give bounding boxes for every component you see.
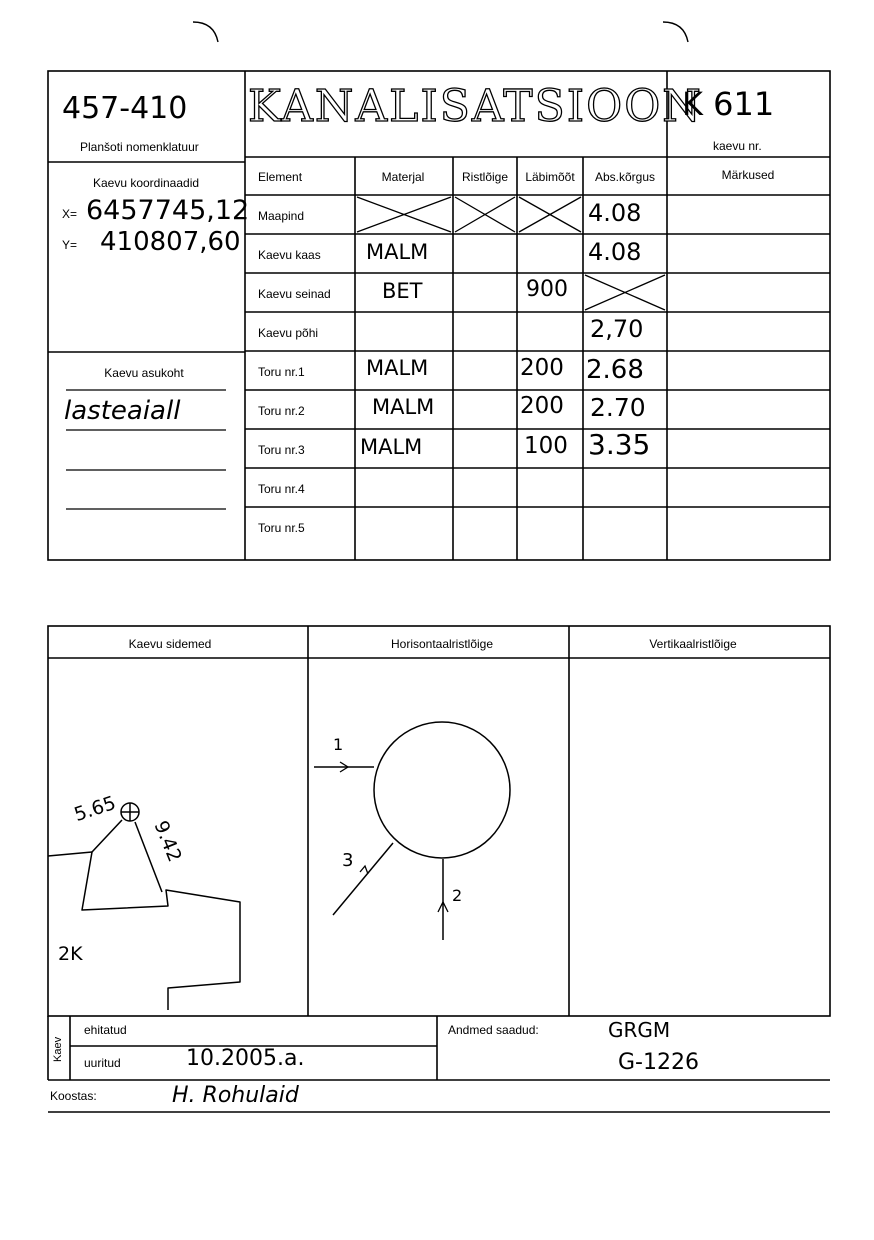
material-value: MALM [366, 240, 429, 264]
diameter-value: 200 [520, 355, 564, 381]
horizontal-section-label: Horisontaalristlõige [390, 637, 494, 651]
compiled-by-label: Koostas: [50, 1089, 97, 1103]
well-number-value: K 611 [682, 85, 775, 123]
row-element-label: Kaevu põhi [258, 326, 319, 340]
header-notes: Märkused [721, 168, 775, 182]
diameter-value: 100 [524, 433, 568, 459]
pipe-label-3: 3 [342, 850, 354, 871]
row-element-label: Kaevu seinad [258, 287, 331, 301]
row-element-label: Kaevu kaas [258, 248, 321, 262]
elevation-value: 4.08 [588, 238, 642, 266]
elevation-value: 2.68 [586, 355, 644, 385]
header-element: Element [258, 170, 303, 184]
elevation-value: 4.08 [588, 199, 642, 227]
x-prefix: X= [62, 207, 78, 221]
built-label: ehitatud [84, 1023, 127, 1037]
tie-distance-1: 5.65 [71, 792, 119, 827]
row-element-label: Toru nr.5 [258, 521, 305, 535]
vertical-section-label: Vertikaalristlõige [649, 637, 737, 651]
ties-label: Kaevu sidemed [128, 637, 212, 651]
material-value: MALM [366, 356, 429, 380]
floor-annotation: 2K [58, 943, 83, 965]
tie-distance-2: 9.42 [149, 817, 186, 866]
compiled-by-value: H. Rohulaid [172, 1083, 299, 1108]
elevation-value: 2.70 [590, 393, 646, 422]
pipe-label-2: 2 [452, 886, 463, 905]
data-source-label: Andmed saadud: [448, 1023, 539, 1037]
row-element-label: Toru nr.3 [258, 443, 305, 457]
material-value: MALM [372, 395, 435, 419]
material-value: BET [382, 279, 423, 303]
surveyed-label: uuritud [84, 1056, 121, 1070]
nomenclature-label: Planšoti nomenklatuur [80, 140, 199, 154]
header-elevation: Abs.kõrgus [594, 170, 656, 184]
row-element-label: Toru nr.2 [258, 404, 305, 418]
y-coordinate-value: 410807,60 [100, 227, 241, 257]
x-coordinate-value: 6457745,12 [86, 195, 250, 226]
header-diameter: Läbimõõt [525, 170, 575, 184]
nomenclature-value: 457-410 [62, 91, 188, 126]
header-cross-section: Ristlõige [461, 170, 509, 184]
row-element-label: Maapind [258, 209, 305, 223]
y-prefix: Y= [62, 238, 78, 252]
row-element-label: Toru nr.4 [258, 482, 305, 496]
diameter-value: 200 [520, 393, 564, 419]
pipe-label-1: 1 [333, 735, 344, 754]
form-title: KANALISATSIOON [248, 81, 703, 132]
elevation-value: 2,70 [590, 315, 644, 343]
location-label: Kaevu asukoht [104, 366, 184, 380]
data-source-value-1: GRGM [608, 1018, 671, 1042]
header-material: Materjal [381, 170, 425, 184]
elevation-value: 3.35 [588, 428, 651, 461]
data-source-value-2: G-1226 [618, 1050, 699, 1075]
coordinates-label: Kaevu koordinaadid [92, 176, 200, 190]
material-value: MALM [360, 435, 423, 459]
well-side-label: Kaev [52, 1036, 64, 1062]
row-element-label: Toru nr.1 [258, 365, 305, 379]
well-number-label: kaevu nr. [713, 139, 762, 153]
location-value: lasteaiall [64, 396, 181, 426]
surveyed-date-value: 10.2005.a. [186, 1046, 305, 1071]
diameter-value: 900 [526, 277, 568, 302]
